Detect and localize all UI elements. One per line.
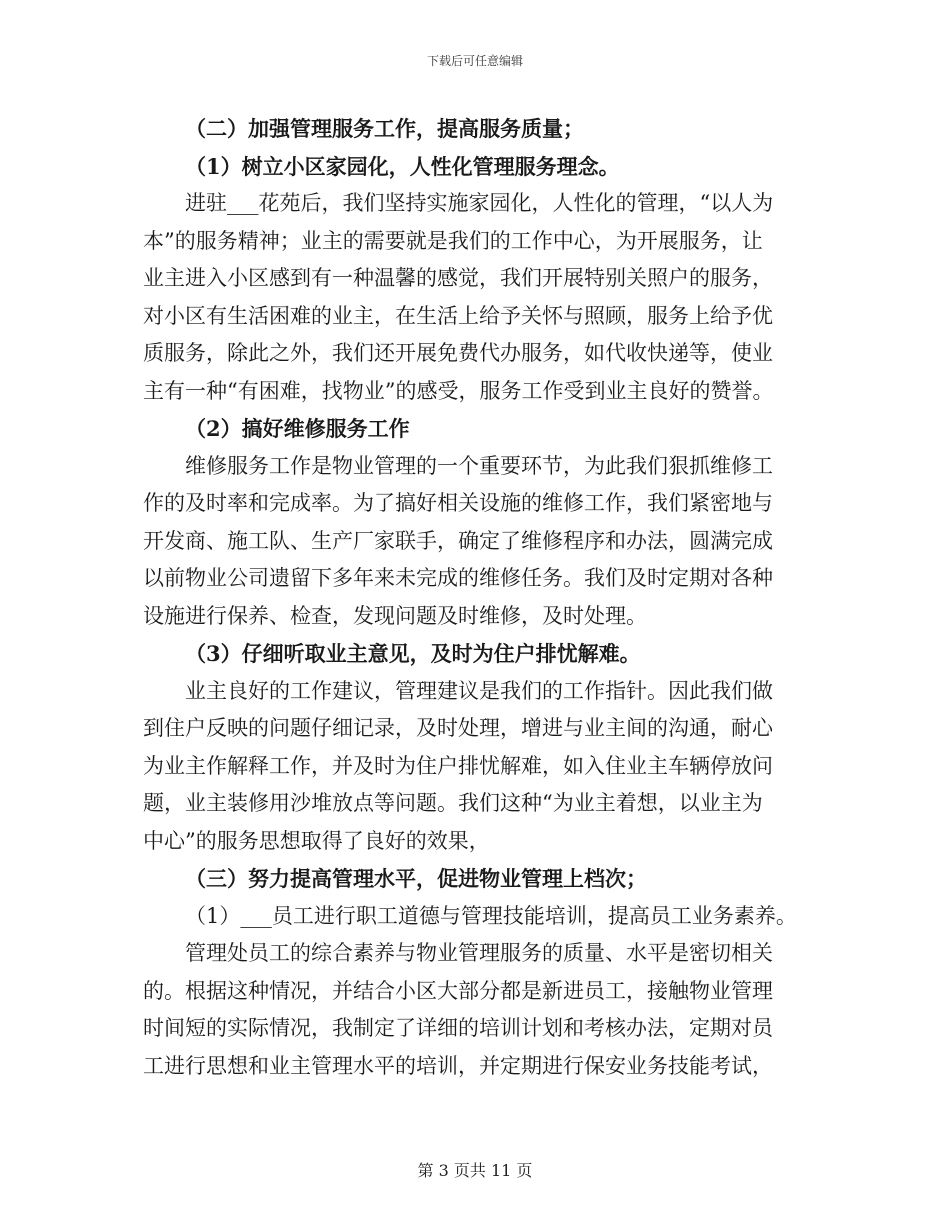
subsection-heading: （2）搞好维修服务工作 (185, 416, 410, 441)
paragraph-line: 的。根据这种情况，并结合小区大部分都是新进员工，接触物业管理 (143, 978, 773, 1003)
paragraph-line: 进驻___花苑后，我们坚持实施家园化，人性化的管理，“以人为 (185, 191, 774, 215)
paragraph-line: 为业主作解释工作，并及时为住户排忧解难，如入住业主车辆停放问 (143, 753, 773, 778)
page-header: 下载后可任意编辑 (426, 54, 523, 68)
subsection-heading: （3）仔细听取业主意见，及时为住户排忧解难。 (185, 641, 641, 666)
paragraph-line: 管理处员工的综合素养与物业管理服务的质量、水平是密切相关 (185, 941, 773, 965)
document-body (143, 110, 808, 1085)
page-footer: 第 3 页共 11 页 (417, 1161, 533, 1180)
paragraph-line: 维修服务工作是物业管理的一个重要环节，为此我们狠抓维修工 (185, 453, 773, 478)
paragraph-line: 业主良好的工作建议，管理建议是我们的工作指针。因此我们做 (185, 678, 773, 703)
paragraph-line: 设施进行保养、检查，发现问题及时维修，及时处理。 (143, 603, 647, 628)
paragraph-line: 以前物业公司遗留下多年来未完成的维修任务。我们及时定期对各种 (143, 566, 773, 590)
subsection-heading: （1）树立小区家园化，人性化管理服务理念。 (185, 153, 620, 179)
paragraph-line: 时间短的实际情况，我制定了详细的培训计划和考核办法，定期对员 (143, 1016, 773, 1040)
subsection-heading: （1）___员工进行职工道德与管理技能培训，提高员工业务素养。 (185, 903, 797, 928)
paragraph-line: 中心”的服务思想取得了良好的效果， (143, 828, 490, 853)
paragraph-line: 主有一种“有困难，找物业”的感受，服务工作受到业主良好的赞誉。 (143, 378, 774, 403)
paragraph-line: 到住户反映的问题仔细记录，及时处理，增进与业主间的沟通，耐心 (143, 716, 773, 740)
paragraph-line: 开发商、施工队、生产厂家联手，确定了维修程序和办法，圆满完成 (143, 528, 773, 553)
paragraph-line: 对小区有生活困难的业主，在生活上给予关怀与照顾，服务上给予优 (143, 303, 773, 328)
section-heading: （二）加强管理服务工作，提高服务质量； (185, 116, 584, 141)
paragraph-line: 题，业主装修用沙堆放点等问题。我们这种“为业主着想，以业主为 (143, 791, 763, 815)
paragraph-line: 质服务，除此之外，我们还开展免费代办服务，如代收快递等，使业 (143, 341, 773, 365)
section-heading: （三）努力提高管理水平，促进物业管理上档次； (185, 866, 647, 891)
paragraph-line: 作的及时率和完成率。为了搞好相关设施的维修工作，我们紧密地与 (143, 491, 773, 515)
paragraph-line: 本”的服务精神；业主的需要就是我们的工作中心，为开展服务，让 (143, 228, 763, 253)
paragraph-line: 工进行思想和业主管理水平的培训，并定期进行保安业务技能考试， (143, 1053, 773, 1078)
paragraph-line: 业主进入小区感到有一种温馨的感觉，我们开展特别关照户的服务， (143, 266, 773, 290)
